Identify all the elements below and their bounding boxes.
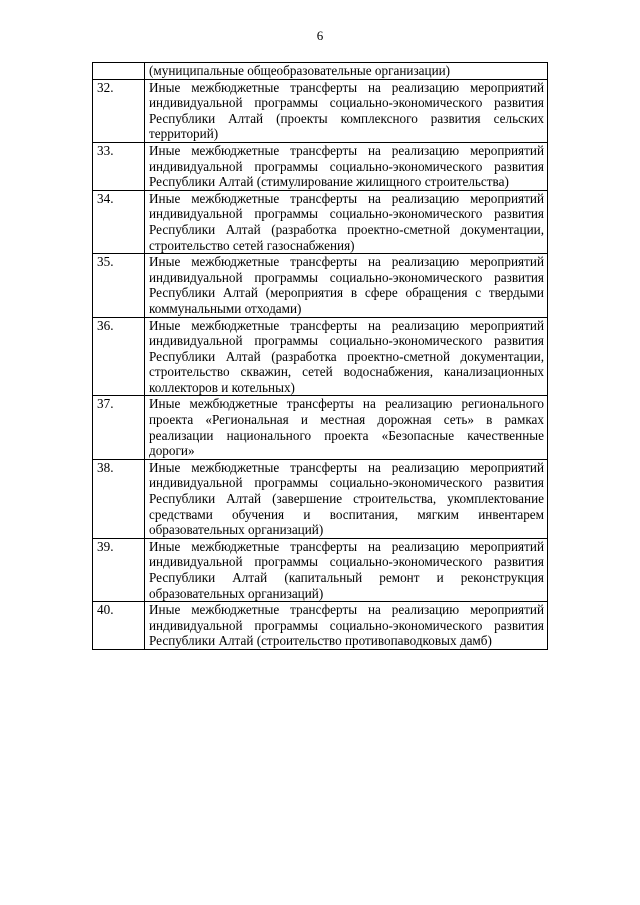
row-number: 37. [93,396,145,459]
row-number: 35. [93,254,145,317]
row-number: 39. [93,538,145,601]
transfers-table [92,62,548,650]
row-description: Иные межбюджетные трансферты на реализацию мероприятий индивидуальной программы социально-экономического развития Республики Алтай (разработка проектно-сметной документации, строительство скважин, сетей водоснабжения, канализационных коллекторов и котельных) [145,317,548,396]
row-number: 36. [93,317,145,396]
row-number: 40. [93,602,145,650]
page-number: 6 [316,28,324,43]
row-description: Иные межбюджетные трансферты на реализацию мероприятий индивидуальной программы социально-экономического развития Республики Алтай (стимулирование жилищного строительства) [145,142,548,190]
table-row [93,317,548,396]
table-row [93,396,548,459]
table-row [93,602,548,650]
row-number: 33. [93,142,145,190]
table-row [93,459,548,538]
row-number: 38. [93,459,145,538]
table-row [93,142,548,190]
table-row [93,538,548,601]
row-number: 34. [93,190,145,253]
row-description: Иные межбюджетные трансферты на реализацию мероприятий индивидуальной программы социально-экономического развития Республики Алтай (строительство противопаводковых дамб) [145,602,548,650]
table-row [93,254,548,317]
row-description: (муниципальные общеобразовательные организации) [145,63,548,80]
row-description: Иные межбюджетные трансферты на реализацию мероприятий индивидуальной программы социально-экономического развития Республики Алтай (проекты комплексного развития сельских территорий) [145,79,548,142]
row-description: Иные межбюджетные трансферты на реализацию мероприятий индивидуальной программы социально-экономического развития Республики Алтай (мероприятия в сфере обращения с твердыми коммунальными отходами) [145,254,548,317]
row-description: Иные межбюджетные трансферты на реализацию мероприятий индивидуальной программы социально-экономического развития Республики Алтай (капитальный ремонт и реконструкция образовательных организаций) [145,538,548,601]
table-row [93,63,548,80]
table-row [93,79,548,142]
table-row [93,190,548,253]
row-description: Иные межбюджетные трансферты на реализацию регионального проекта «Региональная и местная дорожная сеть» в рамках реализации национального проекта «Безопасные качественные дороги» [145,396,548,459]
row-description: Иные межбюджетные трансферты на реализацию мероприятий индивидуальной программы социально-экономического развития Республики Алтай (разработка проектно-сметной документации, строительство сетей газоснабжения) [145,190,548,253]
row-number [93,63,145,80]
row-description: Иные межбюджетные трансферты на реализацию мероприятий индивидуальной программы социально-экономического развития Республики Алтай (завершение строительства, укомплектование средствами обучения и воспитания, мягким инвентарем образовательных организаций) [145,459,548,538]
row-number: 32. [93,79,145,142]
